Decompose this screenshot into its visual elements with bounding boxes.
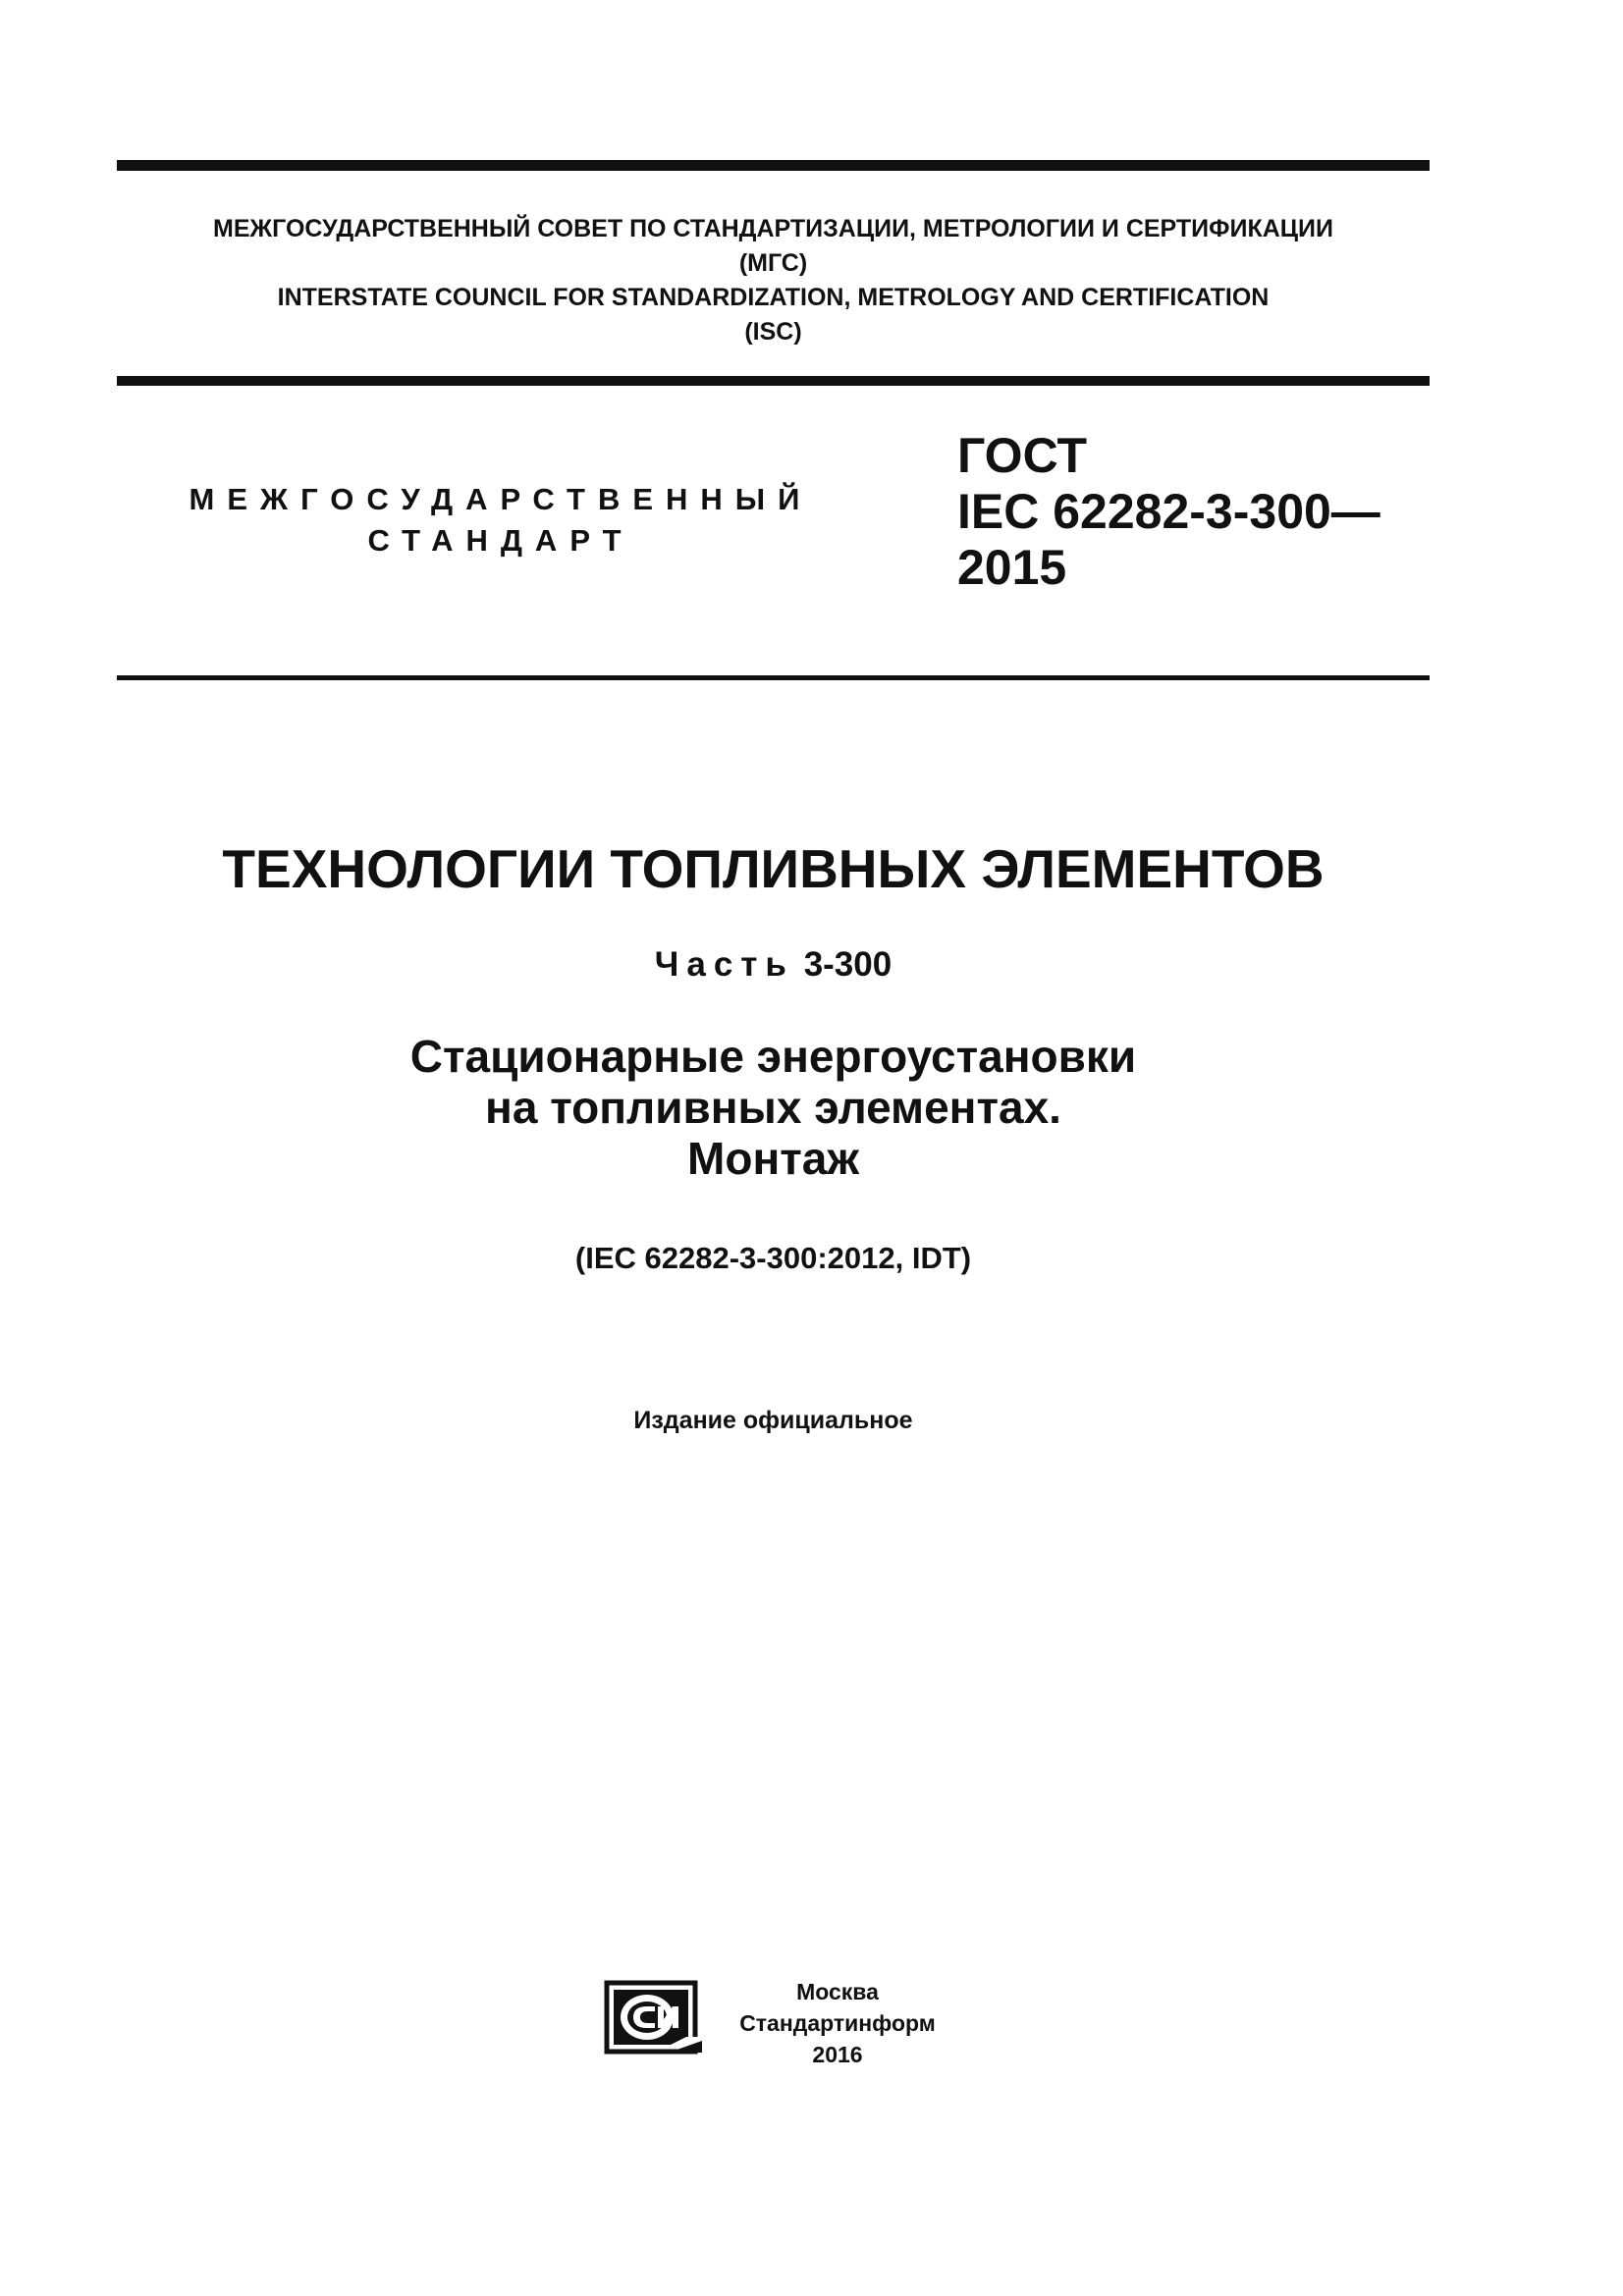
standard-kind-line1: МЕЖГОСУДАРСТВЕННЫЙ bbox=[189, 482, 813, 516]
document-subtitle bbox=[0, 1031, 1546, 1184]
lower-rule bbox=[117, 675, 1430, 680]
publisher-block bbox=[677, 1976, 998, 2070]
iec-reference: (IEC 62282-3-300:2012, IDT) bbox=[574, 1241, 972, 1275]
top-rule bbox=[117, 160, 1430, 171]
council-header bbox=[117, 212, 1430, 349]
part-number: 3-300 bbox=[803, 945, 893, 984]
middle-rule bbox=[117, 376, 1430, 386]
subtitle-line1: Стационарные энергоустановки bbox=[409, 1031, 1137, 1082]
council-abbr-en: (ISC) bbox=[744, 318, 802, 346]
part-label bbox=[0, 943, 1546, 987]
designation-prefix: ГОСТ bbox=[957, 428, 1087, 483]
council-name-en: INTERSTATE COUNCIL FOR STANDARDIZATION, METROLOGY AND CERTIFICATION bbox=[277, 284, 1270, 311]
standard-designation bbox=[957, 428, 1380, 596]
edition-note: Издание официальное bbox=[633, 1407, 913, 1434]
part-word: Часть bbox=[654, 945, 794, 984]
subtitle-line2: на топливных элементах. bbox=[485, 1082, 1061, 1133]
document-title: ТЕХНОЛОГИИ ТОПЛИВНЫХ ЭЛЕМЕНТОВ bbox=[222, 838, 1325, 899]
council-name-ru: МЕЖГОСУДАРСТВЕННЫЙ СОВЕТ ПО СТАНДАРТИЗАЦИИ, МЕТРОЛОГИИ И СЕРТИФИКАЦИИ bbox=[213, 215, 1333, 242]
designation-number: IEC 62282-3-300— bbox=[957, 484, 1380, 539]
designation-year: 2015 bbox=[957, 540, 1067, 595]
publisher-city: Москва bbox=[796, 1979, 879, 2004]
standard-kind bbox=[147, 479, 854, 561]
publisher-year: 2016 bbox=[812, 2042, 863, 2067]
standard-kind-line2: СТАНДАРТ bbox=[367, 523, 634, 558]
publisher-name: Стандартинформ bbox=[739, 2010, 936, 2036]
council-abbr-ru: (МГС) bbox=[738, 249, 808, 277]
subtitle-line3: Монтаж bbox=[687, 1133, 859, 1184]
